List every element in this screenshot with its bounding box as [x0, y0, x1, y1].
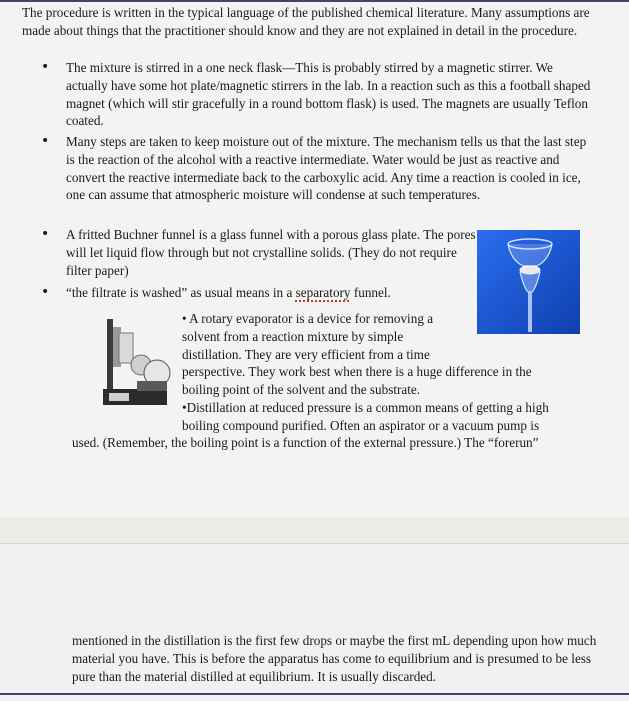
bullet-dot-icon: •	[41, 284, 50, 300]
bullet-buchner-funnel	[41, 226, 476, 279]
bullet-text-post: funnel.	[350, 285, 391, 300]
intro-paragraph: The procedure is written in the typical language of the published chemical literature. Many assumptions are made about things that the practitioner should know and they are not explained in detail in the procedure.	[22, 5, 590, 38]
distillation-line: •Distillation at reduced pressure is a common means of getting a high	[182, 400, 549, 415]
bullet-text: A fritted Buchner funnel is a glass funnel with a porous glass plate. The pores will let liquid flow through but not crystalline solids. (They do not require filter paper)	[66, 227, 476, 278]
bullet-text-pre: “the filtrate is washed” as usual means in a	[66, 285, 296, 300]
bullet-dot-icon: •	[41, 59, 50, 75]
bottom-rule	[0, 693, 629, 695]
distillation-continuation: used. (Remember, the boiling point is a function of the external pressure.) The “forerun”	[72, 435, 539, 450]
bullet-filtrate	[41, 284, 476, 302]
separatory-word: separatory	[295, 285, 351, 300]
distillation-text	[182, 399, 602, 435]
bullet-text: The mixture is stirred in a one neck flask—This is probably stirred by a magnetic stirrer. We actually have some hot plate/magnetic stirrers in the lab. In a reaction such as this a football shaped magnet (which will stir gracefully in a round bottom flask) is used. The magnets are usually Teflon coated.	[66, 60, 591, 129]
forerun-paragraph: mentioned in the distillation is the first few drops or maybe the first mL depending upon how much material you have. This is before the apparatus has come to equilibrium and is presumed to be less pure than the material distilled at equilibrium. It is usually discarded.	[72, 633, 597, 684]
rotary-evaporator-text	[182, 310, 602, 399]
rotovap-line: boiling point of the solvent and the substrate.	[182, 382, 421, 398]
rotovap-line: solvent from a reaction mixture by simple	[182, 328, 404, 344]
page-gap	[0, 517, 629, 543]
bullet-magnetic-stirrer	[41, 59, 596, 130]
bullet-dot-icon: •	[41, 133, 50, 149]
bullet-text: Many steps are taken to keep moisture out of the mixture. The mechanism tells us that the last step is the reaction of the alcohol with a reactive intermediate. Water would be just as reactive and convert the reactive intermediate back to the carboxylic acid. Any time a reaction is cooled in ice, one can assume that atmospheric moisture will condense at such temperatures.	[66, 134, 587, 203]
rotary-evaporator-icon	[97, 313, 176, 411]
rotary-evaporator-photo	[97, 313, 176, 411]
rotovap-line: distillation. They are very efficient from a time	[182, 346, 430, 362]
rotovap-line: • A rotary evaporator is a device for removing a	[182, 311, 434, 326]
distillation-line: boiling compound purified. Often an aspirator or a vacuum pump is	[182, 417, 540, 433]
bullet-dot-icon: •	[41, 226, 50, 242]
bullet-moisture	[41, 133, 596, 204]
rotovap-line: perspective. They work best when there is a huge difference in the	[182, 364, 532, 380]
